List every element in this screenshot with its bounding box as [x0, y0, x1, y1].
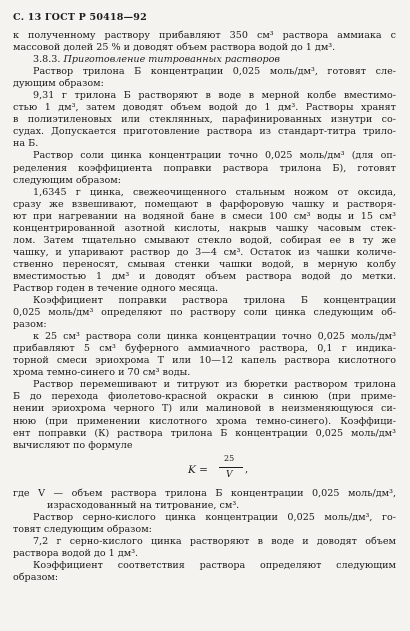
fraction-bar [219, 467, 243, 468]
text-line: товят следующим образом: [13, 523, 152, 535]
text-line: вместимостью 1 дм³ и доводят объем раствора водой до метки. [13, 270, 396, 282]
text-line: ют при нагревании на водяной бане в смеси 100 см³ воды и 15 см³ [13, 210, 396, 222]
formula-numerator: 25 [224, 453, 235, 463]
paragraph [13, 90, 396, 150]
text-line: нюю (при применении кислотного хрома темно-синего). Коэффици- [13, 415, 396, 427]
text-line: сразу же взвешивают, помещают в фарфоровую чашку и растворя- [13, 198, 396, 210]
text-line: образом: [13, 571, 59, 583]
text-line: стью 1 дм³, затем доводят объем водой до 1 дм³. Растворы хранят [13, 102, 396, 114]
text-line: следующим образом: [13, 174, 121, 186]
text-line: Раствор годен в течение одного месяца. [13, 282, 219, 294]
text-line: 7,2 г серно-кислого цинка растворяют в воде и доводят объем [33, 535, 396, 547]
formula-trail: , [245, 463, 249, 475]
text-line: Раствор трилона Б концентрации 0,025 моль/дм³, готовят сле- [33, 66, 396, 78]
text-line: в полиэтиленовых или стеклянных, парафинированных изнутри со- [13, 114, 396, 126]
text-line: к 25 см³ раствора соли цинка концентрации точно 0,025 моль/дм³ [33, 331, 396, 343]
formula-lhs: K = [188, 463, 208, 476]
text-line: раствора водой до 1 дм³. [13, 547, 139, 559]
text-line: массовой долей 25 % и доводят объем раствора водой до 1 дм³. [13, 42, 336, 54]
text-line: чашку, и упаривают раствор до 3—4 см³. Остаток из чашки количе- [13, 246, 396, 258]
text-line: 9,31 г трилона Б растворяют в воде в мерной колбе вместимо- [33, 90, 396, 102]
page-header: С. 13 ГОСТ Р 50418—92 [13, 12, 147, 23]
text-line: прибавляют 5 см³ буферного аммиачного раствора, 0,1 г индика- [13, 343, 396, 355]
paragraph [13, 512, 396, 536]
text-line: ент поправки (К) раствора трилона Б концентрации 0,025 моль/дм³ [13, 427, 396, 439]
paragraph [13, 150, 396, 186]
text-line: где V — объем раствора трилона Б концентрации 0,025 моль/дм³, [13, 487, 396, 499]
text-line: к полученному раствору прибавляют 350 см³ раствора аммиака с [13, 30, 396, 41]
text-line: нении эриохрома черного Т) или малиновой в неизменяющуюся си- [13, 403, 396, 415]
text-line: судах. Допускается приготовление раствора из стандарт-титра трило- [13, 126, 396, 138]
text-line: ределения коэффициента поправки раствора трилона Б), готовят [13, 162, 396, 174]
text-line: дующим образом: [13, 78, 104, 90]
paragraph [13, 536, 396, 560]
formula-denominator: V [226, 469, 233, 480]
text-line: Раствор серно-кислого цинка концентрации 0,025 моль/дм³, го- [33, 511, 396, 523]
text-line: 0,025 моль/дм³ определяют по раствору соли цинка следующим об- [13, 307, 396, 319]
paragraph [13, 295, 396, 331]
text-line: Б до перехода фиолетово-красной окраски в синюю (при приме- [13, 391, 396, 403]
text-line: разом: [13, 319, 47, 331]
text-line: хрома темно-синего и 70 см³ воды. [13, 367, 191, 379]
paragraph [13, 30, 396, 54]
text-line: Коэффициент соответствия раствора определяют следующим [33, 559, 396, 571]
text-line: ственно переносят, смывая стенки чашки водой, в мерную колбу [13, 258, 396, 270]
formula [13, 454, 396, 486]
text-line: концентрированной азотной кислоты, накрыв чашку часовым стек- [13, 222, 396, 234]
paragraph [13, 187, 396, 295]
text-line: 1,6345 г цинка, свежеочищенного стальным ножом от оксида, [33, 186, 396, 198]
text-line: Раствор перемешивают и титруют из бюретки раствором трилона [33, 379, 396, 391]
paragraph [13, 560, 396, 584]
text-line: лом. Затем тщательно смывают стекло водой, собирая ее в ту же [13, 234, 396, 246]
paragraph [13, 331, 396, 379]
paragraph [13, 488, 396, 512]
paragraph [13, 379, 396, 451]
text-line: Коэффициент поправки раствора трилона Б концентрации [33, 295, 396, 307]
text-line: Раствор соли цинка концентрации точно 0,025 моль/дм³ (для оп- [33, 150, 396, 162]
text-line: на Б. [13, 138, 39, 150]
paragraph [13, 54, 396, 66]
text-line: вычисляют по формуле [13, 439, 133, 451]
text-line: торной смеси эриохрома Т или 10—12 капель раствора кислотного [13, 355, 396, 367]
text-line: 3.8.3. Приготовление титрованных растворов [33, 54, 280, 66]
text-line: израсходованный на титрование, см³. [47, 499, 240, 511]
document-body [13, 30, 396, 584]
paragraph [13, 66, 396, 90]
